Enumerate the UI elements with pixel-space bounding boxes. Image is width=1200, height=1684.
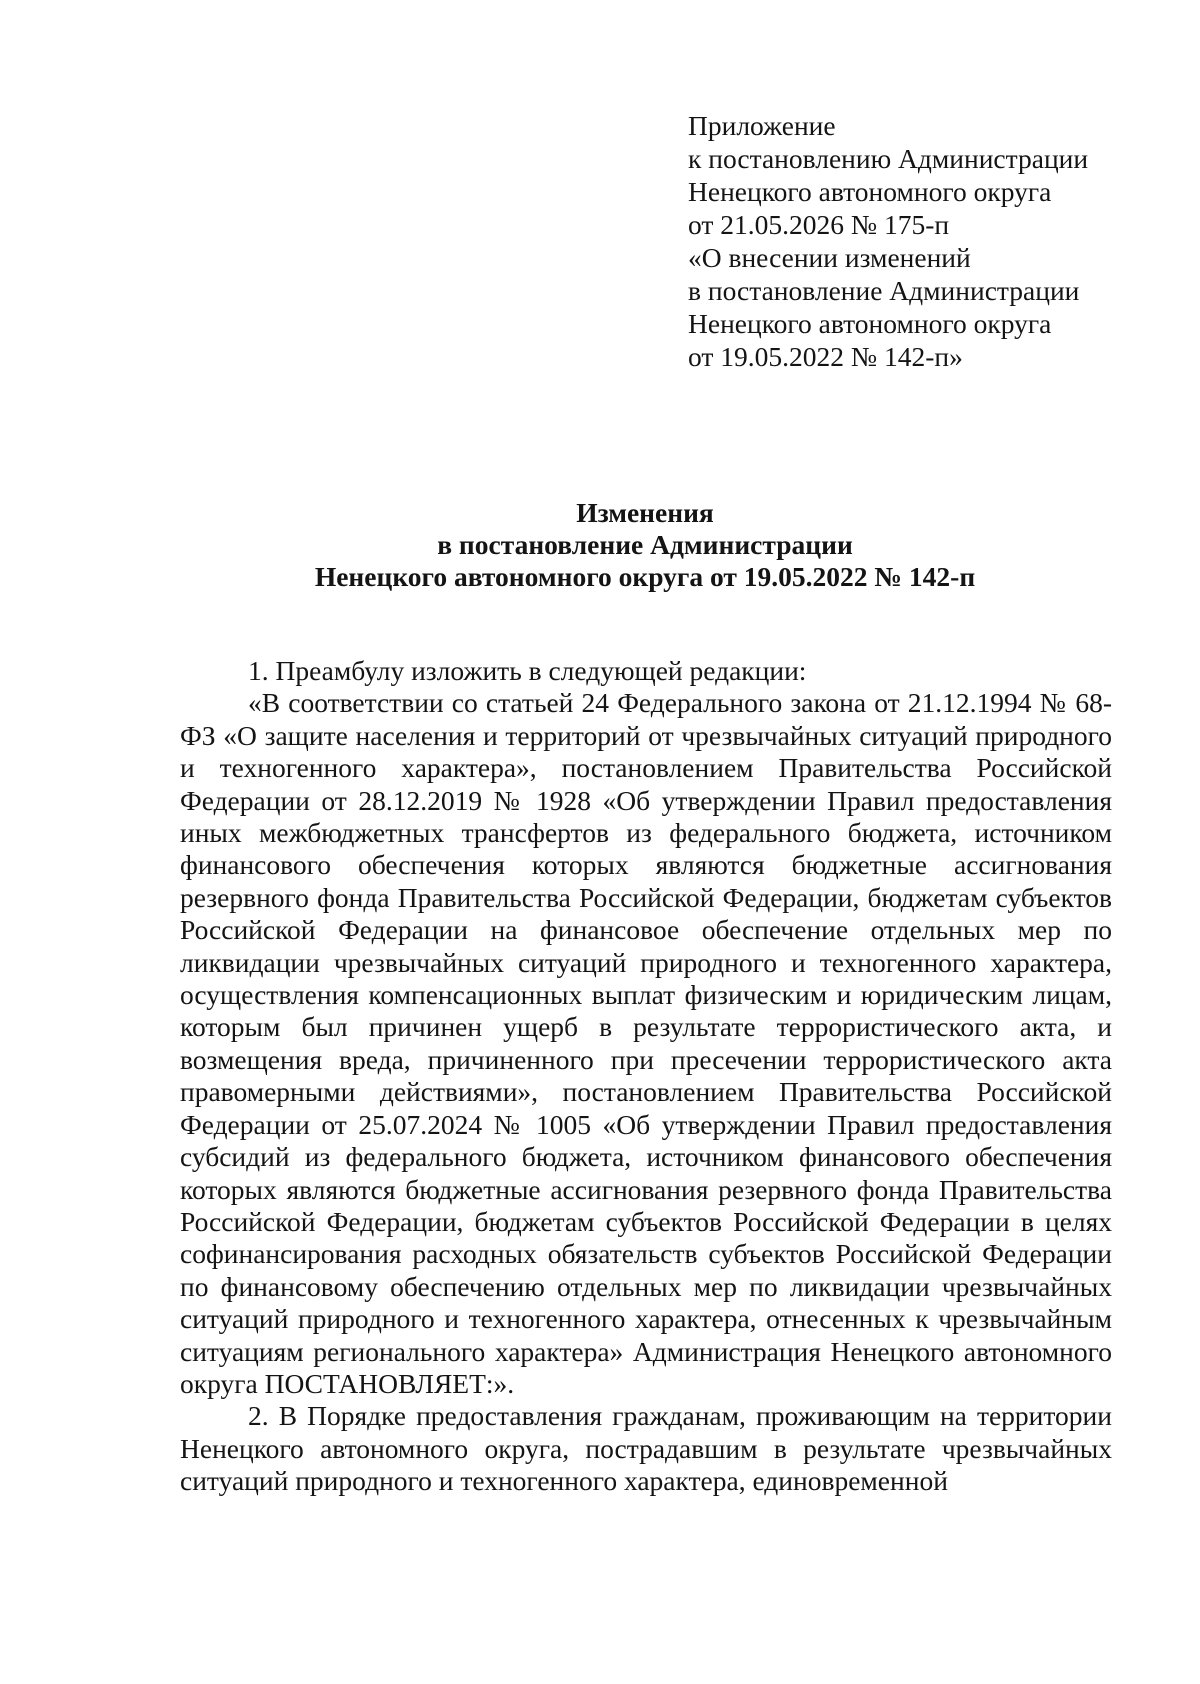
appendix-line: в постановление Администрации [688,275,1080,306]
appendix-line: от 21.05.2026 № 175-п [688,209,950,240]
title-line: Изменения [576,497,714,528]
appendix-line: Ненецкого автономного округа [688,308,1052,339]
appendix-line: Ненецкого автономного округа [688,176,1052,207]
title-line: Ненецкого автономного округа от 19.05.2022 № 142-п [314,561,976,592]
document-body [180,655,1112,1498]
document-title [180,497,1110,593]
appendix-line: Приложение [688,110,836,141]
appendix-line: к постановлению Администрации [688,143,1089,174]
appendix-line: «О внесении изменений [688,242,971,273]
appendix-header [688,109,1158,373]
title-line: в постановление Администрации [437,529,853,560]
appendix-line: от 19.05.2022 № 142-п» [688,341,963,372]
body-paragraph-preamble: «В соответствии со статьей 24 Федерального закона от 21.12.1994 № 68-ФЗ «О защите населения и территорий от чрезвычайных ситуаций природного и техногенного характера», постановлением Правительства Российской Федерации от 28.12.2019 № 1928 «Об утверждении Правил предоставления иных межбюджетных трансфертов из федерального бюджета, источником финансового обеспечения которых являются бюджетные ассигнования резервного фонда Правительства Российской Федерации, бюджетам субъектов Российской Федерации на финансовое обеспечение отдельных мер по ликвидации чрезвычайных ситуаций природного и техногенного характера, осуществления компенсационных выплат физическим и юридическим лицам, которым был причинен ущерб в результате террористического акта, и возмещения вреда, причиненного при пресечении террористического акта правомерными действиями», постановлением Правительства Российской Федерации от 25.07.2024 № 1005 «Об утверждении Правил предоставления субсидий из федерального бюджета, источником финансового обеспечения которых являются бюджетные ассигнования резервного фонда Правительства Российской Федерации, бюджетам субъектов Российской Федерации в целях софинансирования расходных обязательств субъектов Российской Федерации по финансовому обеспечению отдельных мер по ликвидации чрезвычайных ситуаций природного и техногенного характера, отнесенных к чрезвычайным ситуациям регионального характера» Администрация Ненецкого автономного округа ПОСТАНОВЛЯЕТ:». [180,687,1112,1399]
body-paragraph-2: 2. В Порядке предоставления гражданам, проживающим на территории Ненецкого автономного округа, пострадавшим в результате чрезвычайных ситуаций природного и техногенного характера, единовременной [180,1400,1112,1497]
body-paragraph-1: 1. Преамбулу изложить в следующей редакции: [248,655,807,686]
